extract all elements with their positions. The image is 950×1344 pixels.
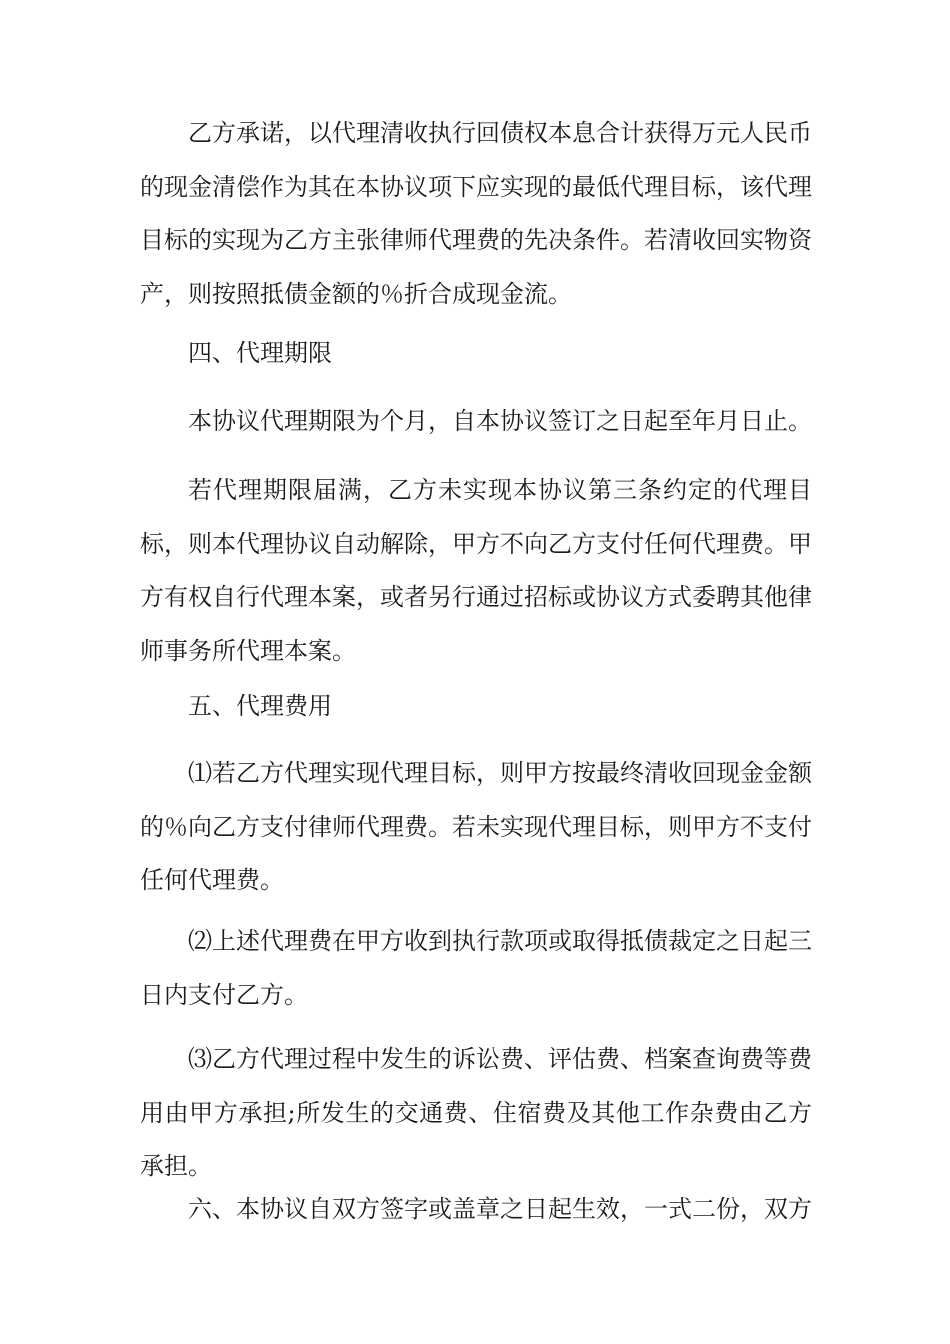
paragraph-fee-item-2: ⑵上述代理费在甲方收到执行款项或取得抵债裁定之日起三日内支付乙方。 [140, 927, 812, 1009]
paragraph-effective-clause: 六、本协议自双方签字或盖章之日起生效，一式二份，双方 [188, 1195, 812, 1223]
section-heading-term: 四、代理期限 [188, 339, 332, 367]
paragraph-term-expiry: 若代理期限届满，乙方未实现本协议第三条约定的代理目标，则本代理协议自动解除，甲方不向乙方支付任何代理费。甲方有权自行代理本案，或者另行通过招标或协议方式委聘其他律师事务所代理本案。 [140, 476, 812, 665]
paragraph-term-duration: 本协议代理期限为个月，自本协议签订之日起至年月日止。 [188, 407, 812, 435]
section-heading-fees: 五、代理费用 [188, 692, 332, 720]
paragraph-minimum-target: 乙方承诺，以代理清收执行回债权本息合计获得万元人民币的现金清偿作为其在本协议项下应实现的最低代理目标，该代理目标的实现为乙方主张律师代理费的先决条件。若清收回实物资产，则按照抵债金额的％折合成现金流。 [140, 119, 812, 308]
paragraph-fee-item-3: ⑶乙方代理过程中发生的诉讼费、评估费、档案查询费等费用由甲方承担;所发生的交通费、住宿费及其他工作杂费由乙方承担。 [140, 1045, 812, 1180]
paragraph-fee-item-1: ⑴若乙方代理实现代理目标，则甲方按最终清收回现金金额的％向乙方支付律师代理费。若未实现代理目标，则甲方不支付任何代理费。 [140, 759, 812, 894]
